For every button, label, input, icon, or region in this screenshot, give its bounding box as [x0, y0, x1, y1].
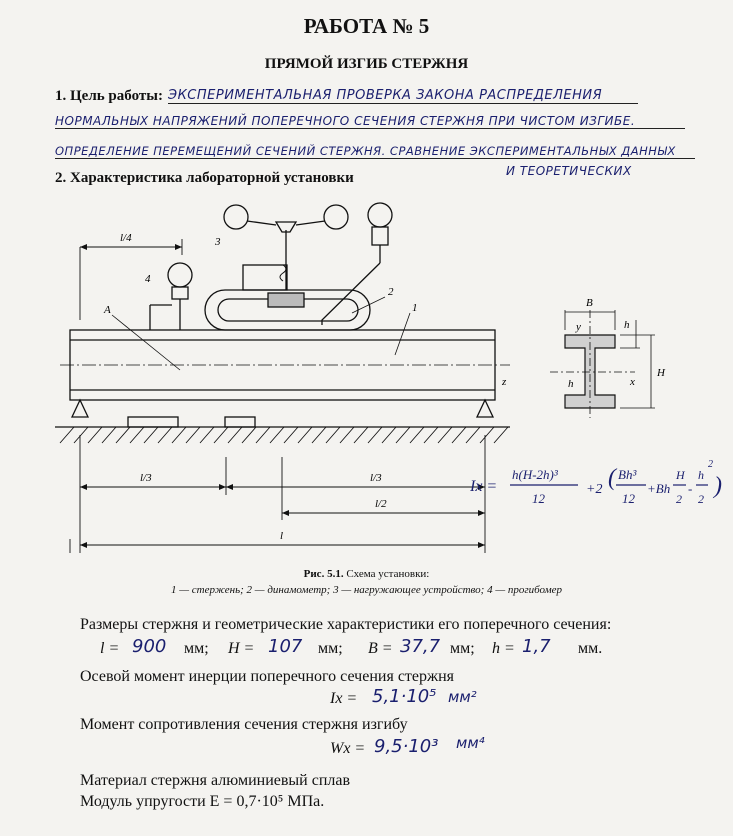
section-label-h-top: h	[624, 319, 630, 331]
label-l: l	[280, 530, 284, 542]
formula-t5-num: h	[698, 468, 704, 482]
goal-label: 1. Цель работы:	[55, 88, 163, 104]
goal-line-1: ЭКСПЕРИМЕНТАЛЬНАЯ ПРОВЕРКА ЗАКОНА РАСПРЕДЕЛЕНИЯ	[168, 88, 638, 104]
dimensions-row	[100, 638, 700, 664]
inertia-formula	[470, 455, 728, 517]
material-text: Материал стержня алюминиевый сплав	[80, 772, 351, 789]
formula-t1-den: 12	[532, 491, 545, 506]
section-label-H: H	[657, 367, 665, 379]
resistance-label: Wx =	[330, 740, 366, 757]
dim-h-value: 1,7	[522, 636, 551, 657]
dim-l-value: 900	[132, 636, 167, 657]
formula-t1-num: h(H-2h)³	[512, 467, 558, 482]
label-1: 1	[412, 302, 418, 314]
label-l2: l/2	[375, 498, 387, 510]
figure-legend: 1 — стержень; 2 — динамометр; 3 — нагружающее устройство; 4 — прогибомер	[170, 584, 563, 596]
resistance-text: Момент сопротивления сечения стержня изгибу	[80, 716, 408, 733]
formula-t2-den: 12	[622, 491, 635, 506]
formula-t3: +Bh	[647, 481, 671, 496]
section-label-y: y	[576, 321, 581, 333]
dim-H-unit: мм;	[318, 640, 343, 657]
formula-paren-close: )	[714, 473, 722, 499]
formula-lhs: Ix =	[470, 478, 498, 495]
resistance-unit: мм⁴	[456, 734, 485, 752]
dim-l-unit: мм;	[184, 640, 209, 657]
dim-l-label: l =	[100, 640, 120, 657]
section-label-x: x	[630, 376, 635, 388]
caption-title: Рис. 5.1.	[303, 568, 344, 580]
figure-caption	[0, 568, 733, 580]
formula-t4-den: 2	[676, 492, 682, 506]
cross-section-diagram	[540, 290, 680, 425]
formula-t2-num: Bh³	[618, 467, 637, 482]
inertia-value: 5,1·10⁵	[372, 686, 437, 707]
setup-schematic	[40, 195, 510, 560]
inertia-unit: мм²	[448, 688, 477, 706]
label-3: 3	[215, 236, 221, 248]
label-l4: l/4	[120, 232, 132, 244]
section-label-B: B	[586, 297, 593, 309]
label-l3-right: l/3	[370, 472, 382, 484]
label-A: A	[104, 304, 111, 316]
page-subtitle: ПРЯМОЙ ИЗГИБ СТЕРЖНЯ	[264, 56, 469, 72]
formula-minus: -	[688, 481, 693, 496]
dim-B-label: B =	[368, 640, 393, 657]
dim-H-label: H =	[228, 640, 255, 657]
label-4: 4	[145, 273, 151, 285]
modulus-text: Модуль упругости E = 0,7·10⁵ МПа.	[80, 793, 325, 810]
goal-line-2: НОРМАЛЬНЫХ НАПРЯЖЕНИЙ ПОПЕРЕЧНОГО СЕЧЕНИЯ СТЕРЖНЯ ПРИ ЧИСТОМ ИЗГИБЕ.	[55, 114, 685, 129]
dim-B-value: 37,7	[400, 636, 441, 657]
label-z: z	[502, 376, 507, 388]
label-2: 2	[388, 286, 394, 298]
dim-h-unit: мм.	[578, 640, 603, 657]
dim-B-unit: мм;	[450, 640, 475, 657]
resistance-value: 9,5·10³	[374, 736, 439, 757]
caption-rest: Схема установки:	[346, 568, 430, 580]
formula-sq: 2	[708, 459, 713, 470]
formula-t4-num: H	[676, 468, 685, 482]
goal-line-4: И ТЕОРЕТИЧЕСКИХ	[506, 164, 632, 178]
ground-hatch	[60, 427, 508, 443]
formula-paren-open: (	[608, 465, 616, 491]
formula-plus2: +2	[586, 482, 603, 497]
label-l3-left: l/3	[140, 472, 152, 484]
dimensions-intro: Размеры стержня и геометрические характеристики его поперечного сечения:	[80, 616, 612, 633]
inertia-label: Ix =	[330, 690, 358, 707]
page-title: РАБОТА № 5	[303, 14, 430, 38]
dim-H-value: 107	[268, 636, 303, 657]
section-label-h-side: h	[568, 378, 574, 390]
section-2-heading: 2. Характеристика лабораторной установки	[55, 170, 354, 186]
dim-h-label: h =	[492, 640, 515, 657]
goal-line-3: ОПРЕДЕЛЕНИЕ ПЕРЕМЕЩЕНИЙ СЕЧЕНИЙ СТЕРЖНЯ. СРАВНЕНИЕ ЭКСПЕРИМЕНТАЛЬНЫХ ДАННЫХ	[55, 144, 695, 159]
formula-t5-den: 2	[698, 492, 704, 506]
inertia-text: Осевой момент инерции поперечного сечения стержня	[80, 668, 454, 685]
